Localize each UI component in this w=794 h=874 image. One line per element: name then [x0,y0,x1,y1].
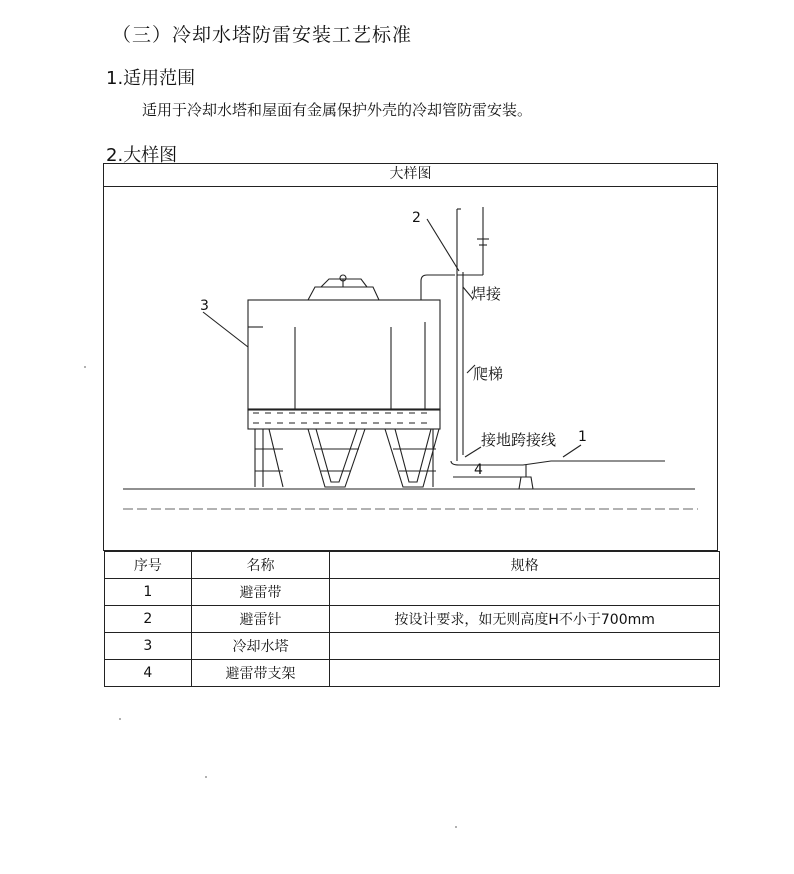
cell-name: 冷却水塔 [191,633,330,660]
label-ladder: 爬梯 [473,365,504,383]
belt-support [519,477,533,489]
bonding-conductor [451,461,665,465]
section-title-scope: 1.适用范围 [106,68,196,89]
table-row [105,579,720,606]
document-heading: （三）冷却水塔防雷安装工艺标准 [112,24,413,46]
scan-speck [84,366,86,368]
cell-no: 1 [105,579,192,606]
cell-name: 避雷带支架 [191,660,330,687]
cell-no: 4 [105,660,192,687]
figure-caption: 大样图 [103,163,718,187]
table-row [105,606,720,633]
label-3: 3 [200,298,209,314]
table-row [105,633,720,660]
header-no: 序号 [105,552,192,579]
cell-no: 2 [105,606,192,633]
label-2: 2 [412,210,421,226]
scan-speck [119,718,121,720]
scan-speck [205,776,207,778]
cell-name: 避雷带 [191,579,330,606]
label-bridge: 接地跨接线 [481,431,557,449]
cell-spec [330,579,720,606]
table-row [105,660,720,687]
detail-drawing [103,187,718,551]
label-weld: 焊接 [471,285,502,303]
header-name: 名称 [191,552,330,579]
scan-speck [455,826,457,828]
cell-no: 3 [105,633,192,660]
cell-name: 避雷针 [191,606,330,633]
cell-spec [330,660,720,687]
section-title-detail: 2.大样图 [106,145,178,166]
cell-spec: 按设计要求，如无则高度H不小于700mm [330,606,720,633]
cooling-tower-body [248,300,440,410]
cell-spec [330,633,720,660]
table-header-row [105,552,720,579]
scope-paragraph: 适用于冷却水塔和屋面有金属保护外壳的冷却管防雷安装。 [142,101,533,119]
spec-table [104,551,720,687]
label-4: 4 [474,462,483,478]
fan-shroud [308,287,379,300]
label-1: 1 [578,429,587,445]
header-spec: 规格 [330,552,720,579]
